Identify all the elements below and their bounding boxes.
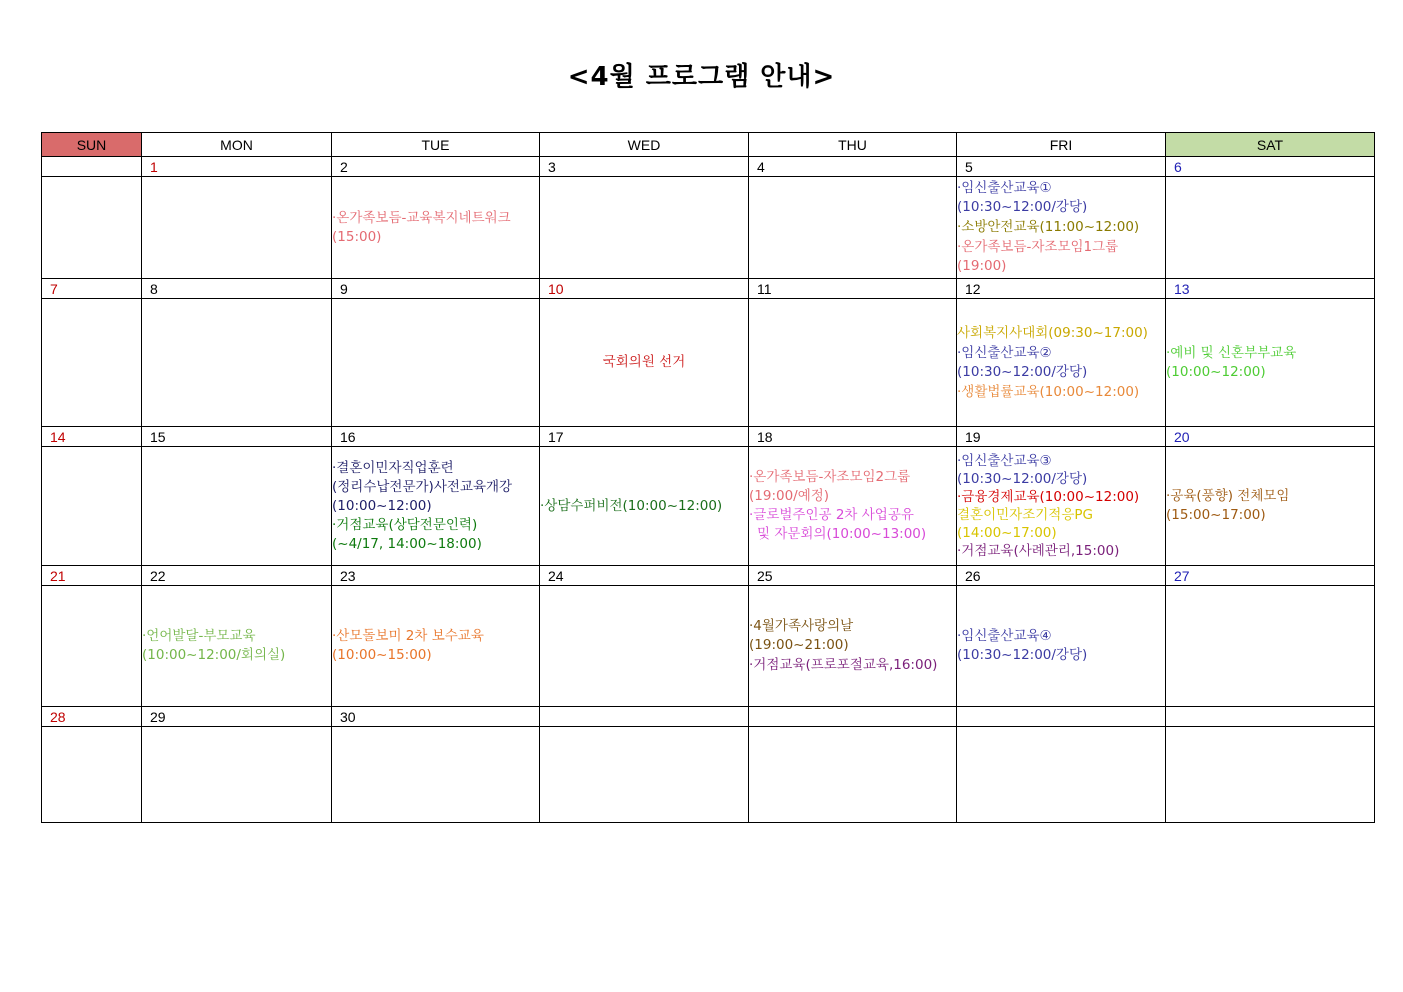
event-text: ·온가족보듬-자조모임2그룹: [749, 469, 911, 485]
date-cell: 7: [42, 279, 142, 299]
event-cell: [540, 586, 749, 707]
event-text: ·4월가족사랑의날: [749, 617, 854, 634]
date-cell: 11: [749, 279, 957, 299]
event-time: (10:00~12:00): [1166, 363, 1266, 380]
week-1-date-row: [42, 157, 1375, 177]
header-sat: SAT: [1166, 133, 1375, 157]
event-text: 사회복지사대회(09:30~17:00): [957, 324, 1148, 341]
date-cell: 1: [142, 157, 332, 177]
event-cell: [142, 299, 332, 427]
event-time: (10:00~12:00/회의실): [142, 647, 286, 663]
event-text: 결혼이민자조기적응PG: [957, 507, 1093, 523]
week-2-event-row: [42, 299, 1375, 427]
event-cell: [1166, 177, 1375, 279]
event-cell: [332, 177, 540, 279]
date-cell: 12: [957, 279, 1166, 299]
event-time: (19:00/예정): [749, 488, 830, 504]
holiday-text: 국회의원 선거: [602, 354, 686, 370]
week-3-event-row: [42, 447, 1375, 566]
date-cell: 13: [1166, 279, 1375, 299]
date-cell: 17: [540, 427, 749, 447]
week-4-event-row: [42, 586, 1375, 707]
event-cell: [332, 447, 540, 566]
date-cell: 9: [332, 279, 540, 299]
event-text: ·상담수퍼비전(10:00~12:00): [540, 497, 723, 514]
date-cell: 16: [332, 427, 540, 447]
event-cell: [957, 299, 1166, 427]
event-cell: [749, 447, 957, 566]
event-time: (~4/17, 14:00~18:00): [332, 535, 482, 552]
date-cell: 4: [749, 157, 957, 177]
header-tue: TUE: [332, 133, 540, 157]
event-cell: [540, 177, 749, 279]
date-cell: 30: [332, 707, 540, 727]
date-cell: 24: [540, 566, 749, 586]
date-cell: [749, 707, 957, 727]
event-time: (19:00~21:00): [749, 636, 849, 653]
date-cell: [1166, 707, 1375, 727]
event-text: ·예비 및 신혼부부교육: [1166, 344, 1297, 361]
calendar-table: [41, 132, 1375, 823]
week-4-date-row: [42, 566, 1375, 586]
event-time: (19:00): [957, 258, 1007, 274]
event-cell: [957, 586, 1166, 707]
event-cell: [42, 727, 142, 823]
header-sun: SUN: [42, 133, 142, 157]
event-cell: [42, 447, 142, 566]
event-cell: [142, 447, 332, 566]
date-cell: 21: [42, 566, 142, 586]
date-cell: 23: [332, 566, 540, 586]
event-cell: [332, 586, 540, 707]
event-text: ·거점교육(사례관리,15:00): [957, 543, 1120, 559]
event-time: (15:00): [332, 228, 382, 245]
event-text: ·언어발달-부모교육: [142, 628, 256, 644]
header-thu: THU: [749, 133, 957, 157]
event-cell: [749, 299, 957, 427]
event-cell: [1166, 727, 1375, 823]
header-fri: FRI: [957, 133, 1166, 157]
event-time: (14:00~17:00): [957, 525, 1057, 541]
event-cell: [957, 447, 1166, 566]
event-cell: [749, 586, 957, 707]
week-2-date-row: [42, 279, 1375, 299]
event-text: ·생활법률교육(10:00~12:00): [957, 383, 1140, 400]
date-cell: 19: [957, 427, 1166, 447]
date-cell: 2: [332, 157, 540, 177]
event-text: 및 자문회의(10:00~13:00): [757, 526, 927, 542]
header-wed: WED: [540, 133, 749, 157]
week-5-event-row: [42, 727, 1375, 823]
event-time: (10:00~12:00): [332, 497, 432, 514]
date-cell: 22: [142, 566, 332, 586]
date-cell: 14: [42, 427, 142, 447]
event-text: ·거점교육(상담전문인력): [332, 516, 478, 533]
event-cell: [749, 177, 957, 279]
event-text: ·금융경제교육(10:00~12:00): [957, 489, 1140, 505]
event-text: ·온가족보듬-자조모임1그룹: [957, 239, 1119, 255]
week-5-date-row: [42, 707, 1375, 727]
date-cell: [540, 707, 749, 727]
event-time: (10:30~12:00/강당): [957, 647, 1088, 663]
date-cell: 10: [540, 279, 749, 299]
event-text: (정리수납전문가)사전교육개강: [332, 478, 513, 495]
event-time: (10:30~12:00/강당): [957, 199, 1088, 215]
week-3-date-row: [42, 427, 1375, 447]
weekday-header-row: [42, 133, 1375, 157]
event-cell: [332, 299, 540, 427]
event-cell: [540, 299, 749, 427]
event-cell: [332, 727, 540, 823]
event-cell: [540, 727, 749, 823]
event-time: (10:30~12:00/강당): [957, 471, 1088, 487]
date-cell: 18: [749, 427, 957, 447]
event-cell: [42, 299, 142, 427]
date-cell: 5: [957, 157, 1166, 177]
date-cell: 27: [1166, 566, 1375, 586]
week-1-event-row: [42, 177, 1375, 279]
event-text: ·글로벌주인공 2차 사업공유: [749, 507, 914, 523]
event-cell: [1166, 447, 1375, 566]
event-cell: [957, 727, 1166, 823]
event-text: ·임신출산교육①: [957, 180, 1052, 196]
event-cell: [540, 447, 749, 566]
event-text: ·임신출산교육②: [957, 344, 1052, 361]
date-cell: [42, 157, 142, 177]
date-cell: 20: [1166, 427, 1375, 447]
date-cell: 25: [749, 566, 957, 586]
header-mon: MON: [142, 133, 332, 157]
date-cell: 8: [142, 279, 332, 299]
date-cell: 6: [1166, 157, 1375, 177]
event-cell: [1166, 299, 1375, 427]
event-cell: [957, 177, 1166, 279]
event-text: ·공육(풍향) 전체모임: [1166, 488, 1290, 504]
date-cell: 15: [142, 427, 332, 447]
event-text: ·소방안전교육(11:00~12:00): [957, 219, 1140, 235]
date-cell: 3: [540, 157, 749, 177]
event-time: (10:30~12:00/강당): [957, 363, 1088, 380]
event-time: (10:00~15:00): [332, 647, 432, 663]
date-cell: [957, 707, 1166, 727]
event-text: ·임신출산교육④: [957, 628, 1052, 644]
event-cell: [142, 586, 332, 707]
event-text: ·임신출산교육③: [957, 453, 1052, 469]
event-text: ·온가족보듬-교육복지네트워크: [332, 209, 511, 226]
date-cell: 29: [142, 707, 332, 727]
date-cell: 28: [42, 707, 142, 727]
event-cell: [749, 727, 957, 823]
event-cell: [142, 727, 332, 823]
event-cell: [1166, 586, 1375, 707]
date-cell: 26: [957, 566, 1166, 586]
event-cell: [42, 177, 142, 279]
page-title: <4월 프로그램 안내>: [567, 62, 836, 92]
event-time: (15:00~17:00): [1166, 507, 1266, 523]
event-text: ·산모돌보미 2차 보수교육: [332, 628, 484, 644]
event-cell: [42, 586, 142, 707]
event-text: ·거점교육(프로포절교육,16:00): [749, 656, 938, 673]
event-text: ·결혼이민자직업훈련: [332, 459, 454, 476]
event-cell: [142, 177, 332, 279]
